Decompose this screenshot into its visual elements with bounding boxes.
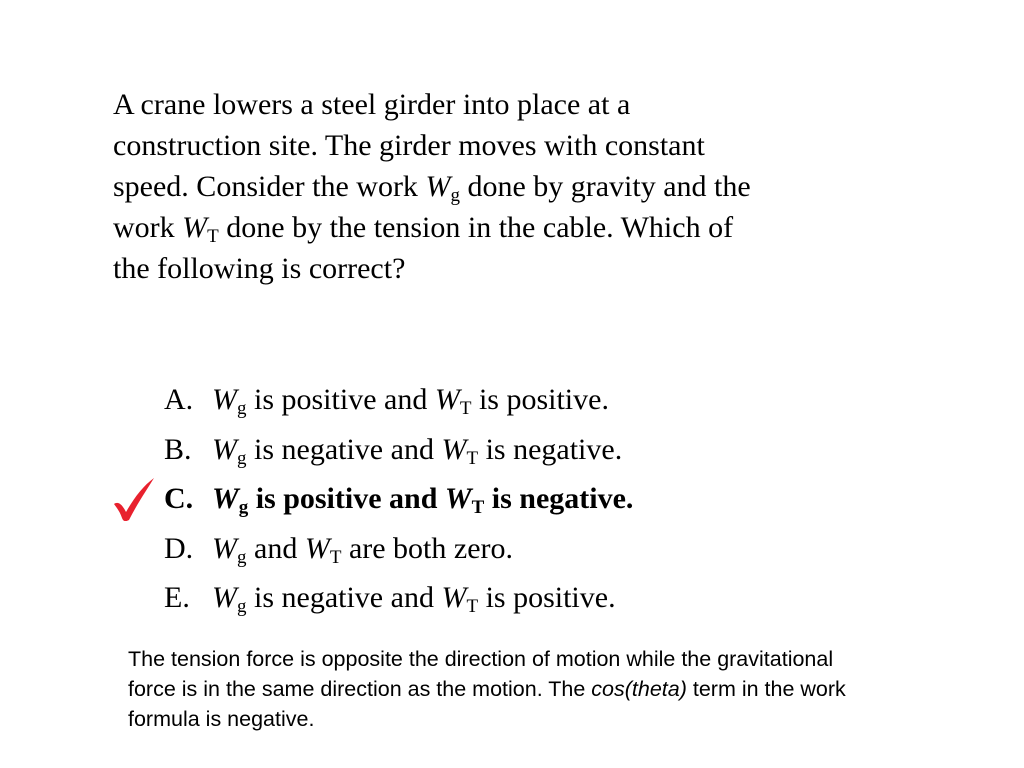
choice-end-text: are both zero. xyxy=(341,531,514,565)
question-part-2: done by gravity and the work xyxy=(113,170,751,244)
choice-mid-text: is negative and xyxy=(246,432,442,466)
w-symbol: W xyxy=(434,383,460,416)
choice-end-text: is negative. xyxy=(484,482,634,515)
choice-end-text: is positive. xyxy=(478,581,616,614)
t-subscript: T xyxy=(466,447,479,469)
choice-mid-text: is negative and xyxy=(246,581,442,614)
t-subscript: T xyxy=(329,546,342,568)
choice-c-correct[interactable] xyxy=(164,477,633,527)
w-symbol: W xyxy=(425,170,451,203)
choice-letter: A. xyxy=(164,383,194,416)
explanation-text xyxy=(128,644,848,734)
g-subscript: g xyxy=(237,447,247,469)
w-symbol: W xyxy=(441,432,467,466)
w-symbol: W xyxy=(212,383,237,416)
w-symbol: W xyxy=(182,211,208,244)
w-symbol: W xyxy=(444,482,472,515)
g-subscript: g xyxy=(238,497,249,518)
explanation-part-2: term in the work formula is negative. xyxy=(128,677,846,731)
w-symbol: W xyxy=(441,581,467,614)
question-part-3: done by the tension in the cable. Which of the following is correct? xyxy=(113,211,734,285)
answer-choices xyxy=(164,378,633,626)
choice-b[interactable] xyxy=(164,428,633,478)
choice-letter: E. xyxy=(164,581,190,614)
w-symbol: W xyxy=(212,432,237,466)
choice-end-text: is positive. xyxy=(471,383,609,416)
w-symbol: W xyxy=(304,531,330,565)
g-subscript: g xyxy=(237,398,247,419)
choice-letter: C. xyxy=(164,482,194,515)
question-part-1: A crane lowers a steel girder into place at a construction site. The girder moves with constant speed. Consider the work xyxy=(113,88,705,203)
checkmark-icon xyxy=(110,474,158,524)
explanation-emphasis: cos(theta) xyxy=(591,677,687,701)
g-subscript: g xyxy=(450,185,460,206)
g-subscript: g xyxy=(237,596,247,617)
choice-a[interactable] xyxy=(164,378,633,428)
t-subscript: T xyxy=(466,596,479,617)
question-text xyxy=(113,84,773,289)
explanation-part-1: The tension force is opposite the direction of motion while the gravitational force is in the same direction as the motion. The xyxy=(128,647,834,701)
choice-e[interactable] xyxy=(164,576,633,626)
choice-mid-text: is positive and xyxy=(246,383,435,416)
g-subscript: g xyxy=(237,546,247,568)
choice-end-text: is negative. xyxy=(478,432,623,466)
w-symbol: W xyxy=(212,581,237,614)
choice-letter: B. xyxy=(164,432,192,466)
t-subscript: T xyxy=(471,497,485,518)
choice-mid-text: and xyxy=(246,531,305,565)
t-subscript: T xyxy=(459,398,472,419)
w-symbol: W xyxy=(212,482,239,515)
w-symbol: W xyxy=(212,531,237,565)
t-subscript: T xyxy=(207,226,219,247)
choice-letter: D. xyxy=(164,531,194,565)
choice-mid-text: is positive and xyxy=(248,482,445,515)
choice-d[interactable] xyxy=(164,527,633,577)
